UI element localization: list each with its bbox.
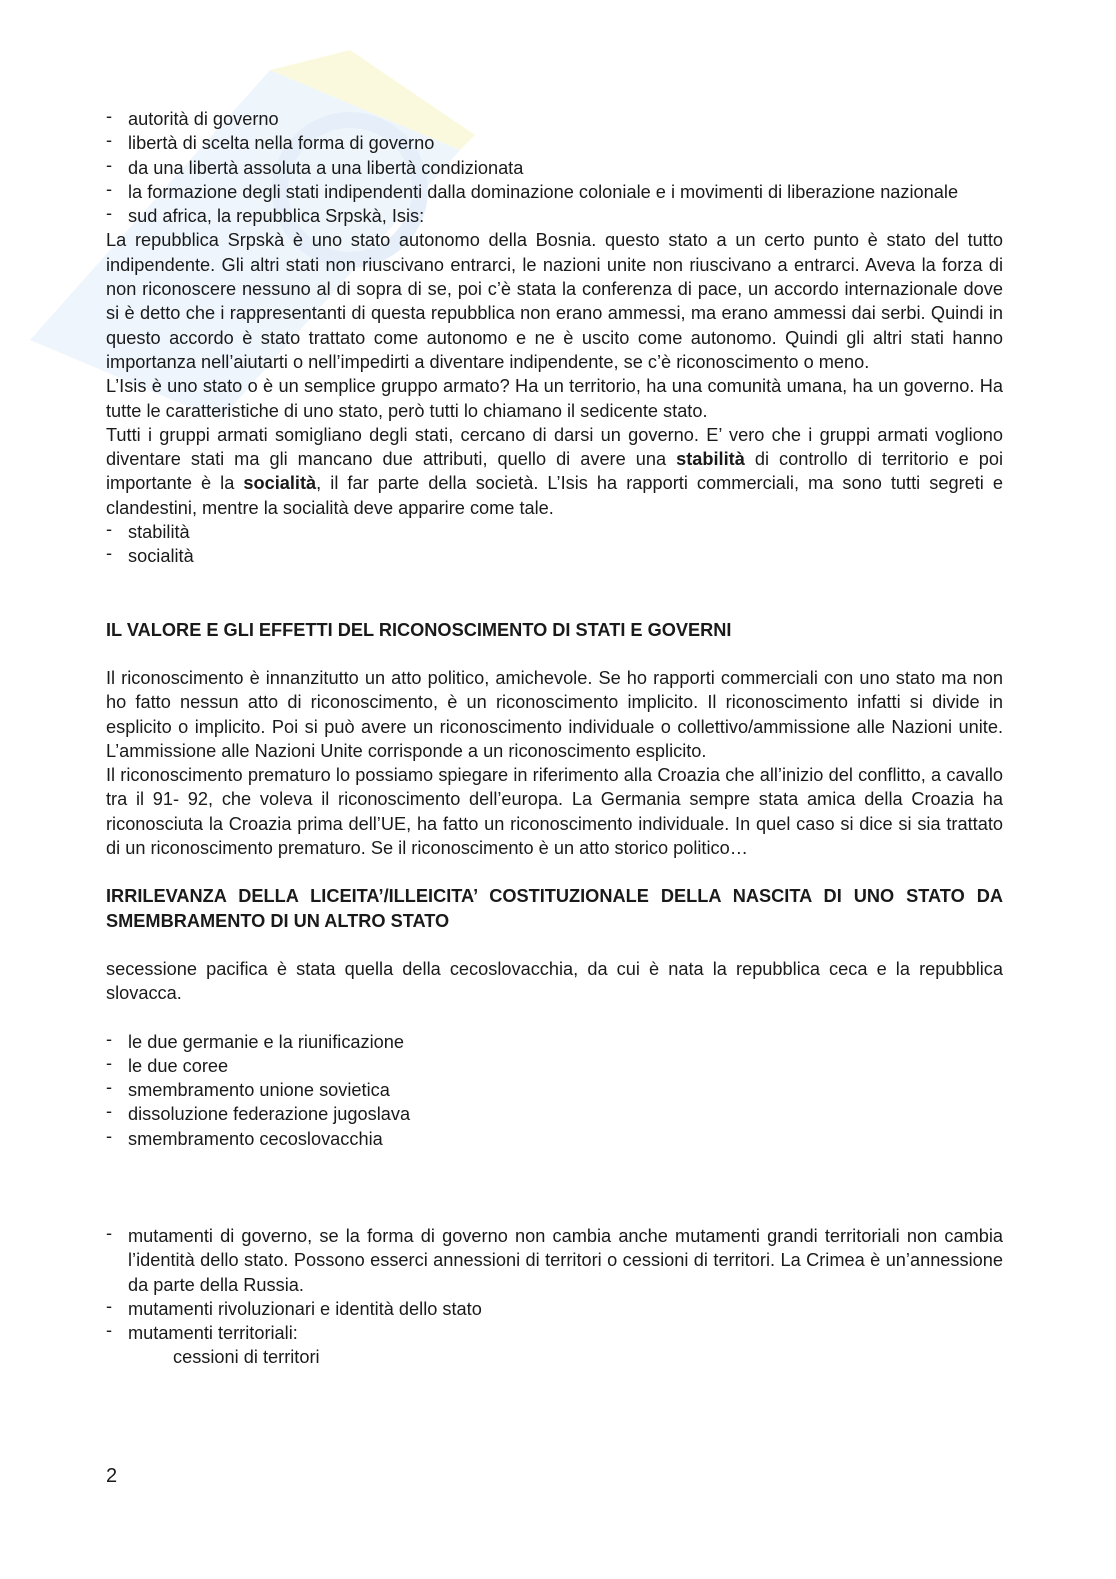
list-item: - le due germanie e la riunificazione bbox=[106, 1030, 1003, 1054]
list-item: - libertà di scelta nella forma di governo bbox=[106, 131, 1003, 155]
list-item: - mutamenti di governo, se la forma di governo non cambia anche mutamenti grandi territoriali non cambia l’identità dello stato. Possono esserci annessioni di territori o cessioni di territori. La Crimea è un’annessione da parte della Russia. bbox=[106, 1224, 1003, 1297]
page-content bbox=[106, 107, 1003, 1370]
bold-term: socialità bbox=[243, 473, 317, 494]
list-item: - smembramento unione sovietica bbox=[106, 1078, 1003, 1102]
list-item: - smembramento cecoslovacchia bbox=[106, 1127, 1003, 1151]
list-item: - la formazione degli stati indipendenti dalla dominazione coloniale e i movimenti di liberazione nazionale bbox=[106, 180, 1003, 204]
text-span: , il far parte della società. L’Isis ha rapporti commerciali, ma sono tutti segreti e clandestini, mentre la socialità deve apparire come tale. bbox=[106, 473, 1004, 518]
paragraph-gruppi-armati bbox=[106, 423, 1003, 520]
list-item: - dissoluzione federazione jugoslava bbox=[106, 1102, 1003, 1126]
text-span: di controllo di territorio e poi importante è la bbox=[106, 449, 1003, 494]
list-item: - da una libertà assoluta a una libertà condizionata bbox=[106, 156, 1003, 180]
list-item: - autorità di governo bbox=[106, 107, 1003, 131]
paragraph-secessione: secessione pacifica è stata quella della cecoslovacchia, da cui è nata la repubblica ceca e la repubblica slovacca. bbox=[106, 958, 1003, 1004]
bullet-list-mutamenti bbox=[106, 1224, 1003, 1345]
paragraph-riconoscimento-2: Il riconoscimento prematuro lo possiamo spiegare in riferimento alla Croazia che all’inizio del conflitto, a cavallo tra il 91- 92, che voleva il riconoscimento dell’europa. La Germania sempre stata amica della Croazia ha riconosciuta la Croazia prima dell’UE, ha fatto un riconoscimento individuale. In quel caso si dice si sia trattato di un riconoscimento prematuro. Se il riconoscimento è un atto storico politico… bbox=[106, 765, 1003, 859]
bullet-list-attributes bbox=[106, 520, 1003, 569]
list-item: - stabilità bbox=[106, 520, 1003, 544]
section-heading: IRRILEVANZA DELLA LICEITA’/ILLEICITA’ COSTITUZIONALE DELLA NASCITA DI UNO STATO DA SMEMBRAMENTO DI UN ALTRO STATO bbox=[106, 886, 1003, 931]
paragraph-srpska: La repubblica Srpskà è uno stato autonomo della Bosnia. questo stato a un certo punto è stato del tutto indipendente. Gli altri stati non riuscivano entrarci, le nazioni unite non riuscivano a entrarci. Aveva la forza di non riconoscere nessuno al di sopra di se, poi c’è stata la conferenza di pace, un accordo internazionale dove si è detto che i rappresentanti di questa repubblica non erano ammessi, ma erano ammessi dai serbi. Quindi in questo accordo è stato trattato come autonomo e ne è uscito come autonomo. Quindi gli altri stati hanno importanza nell’aiutarti o nell’impedirti a diventare indipendente, se c’è riconoscimento o meno. bbox=[106, 230, 1003, 372]
bullet-list-casi bbox=[106, 1030, 1003, 1151]
bullet-list-top bbox=[106, 107, 1003, 228]
list-item: - le due coree bbox=[106, 1054, 1003, 1078]
paragraph-isis: L’Isis è uno stato o è un semplice gruppo armato? Ha un territorio, ha una comunità umana, ha un governo. Ha tutte le caratteristiche di uno stato, però tutti lo chiamano il sedicente stato. bbox=[106, 376, 1003, 421]
list-item: - mutamenti rivoluzionari e identità dello stato bbox=[106, 1297, 1003, 1321]
list-item: - socialità bbox=[106, 544, 1003, 568]
sub-item: cessioni di territori bbox=[173, 1347, 320, 1368]
list-item: - mutamenti territoriali: bbox=[106, 1321, 1003, 1345]
section-heading: IL VALORE E GLI EFFETTI DEL RICONOSCIMENTO DI STATI E GOVERNI bbox=[106, 619, 732, 640]
page-number: 2 bbox=[106, 1465, 118, 1487]
text-span: Tutti i gruppi armati somigliano degli stati, cercano di darsi un governo. E’ vero che i gruppi armati vogliono diventare stati ma gli mancano due attributi, quello di avere una bbox=[106, 424, 1003, 470]
paragraph-riconoscimento-1: Il riconoscimento è innanzitutto un atto politico, amichevole. Se ho rapporti commerciali con uno stato ma non ho fatto nessun atto di riconoscimento, è un riconoscimento implicito. Il riconoscimento infatti si divide in esplicito o implicito. Poi si può avere un riconoscimento individuale o collettivo/ammissione alle Nazioni unite. L’ammissione alle Nazioni Unite corrisponde a un riconoscimento esplicito. bbox=[106, 667, 1003, 761]
bold-term: stabilità bbox=[676, 449, 745, 470]
list-item: - sud africa, la repubblica Srpskà, Isis: bbox=[106, 204, 1003, 228]
